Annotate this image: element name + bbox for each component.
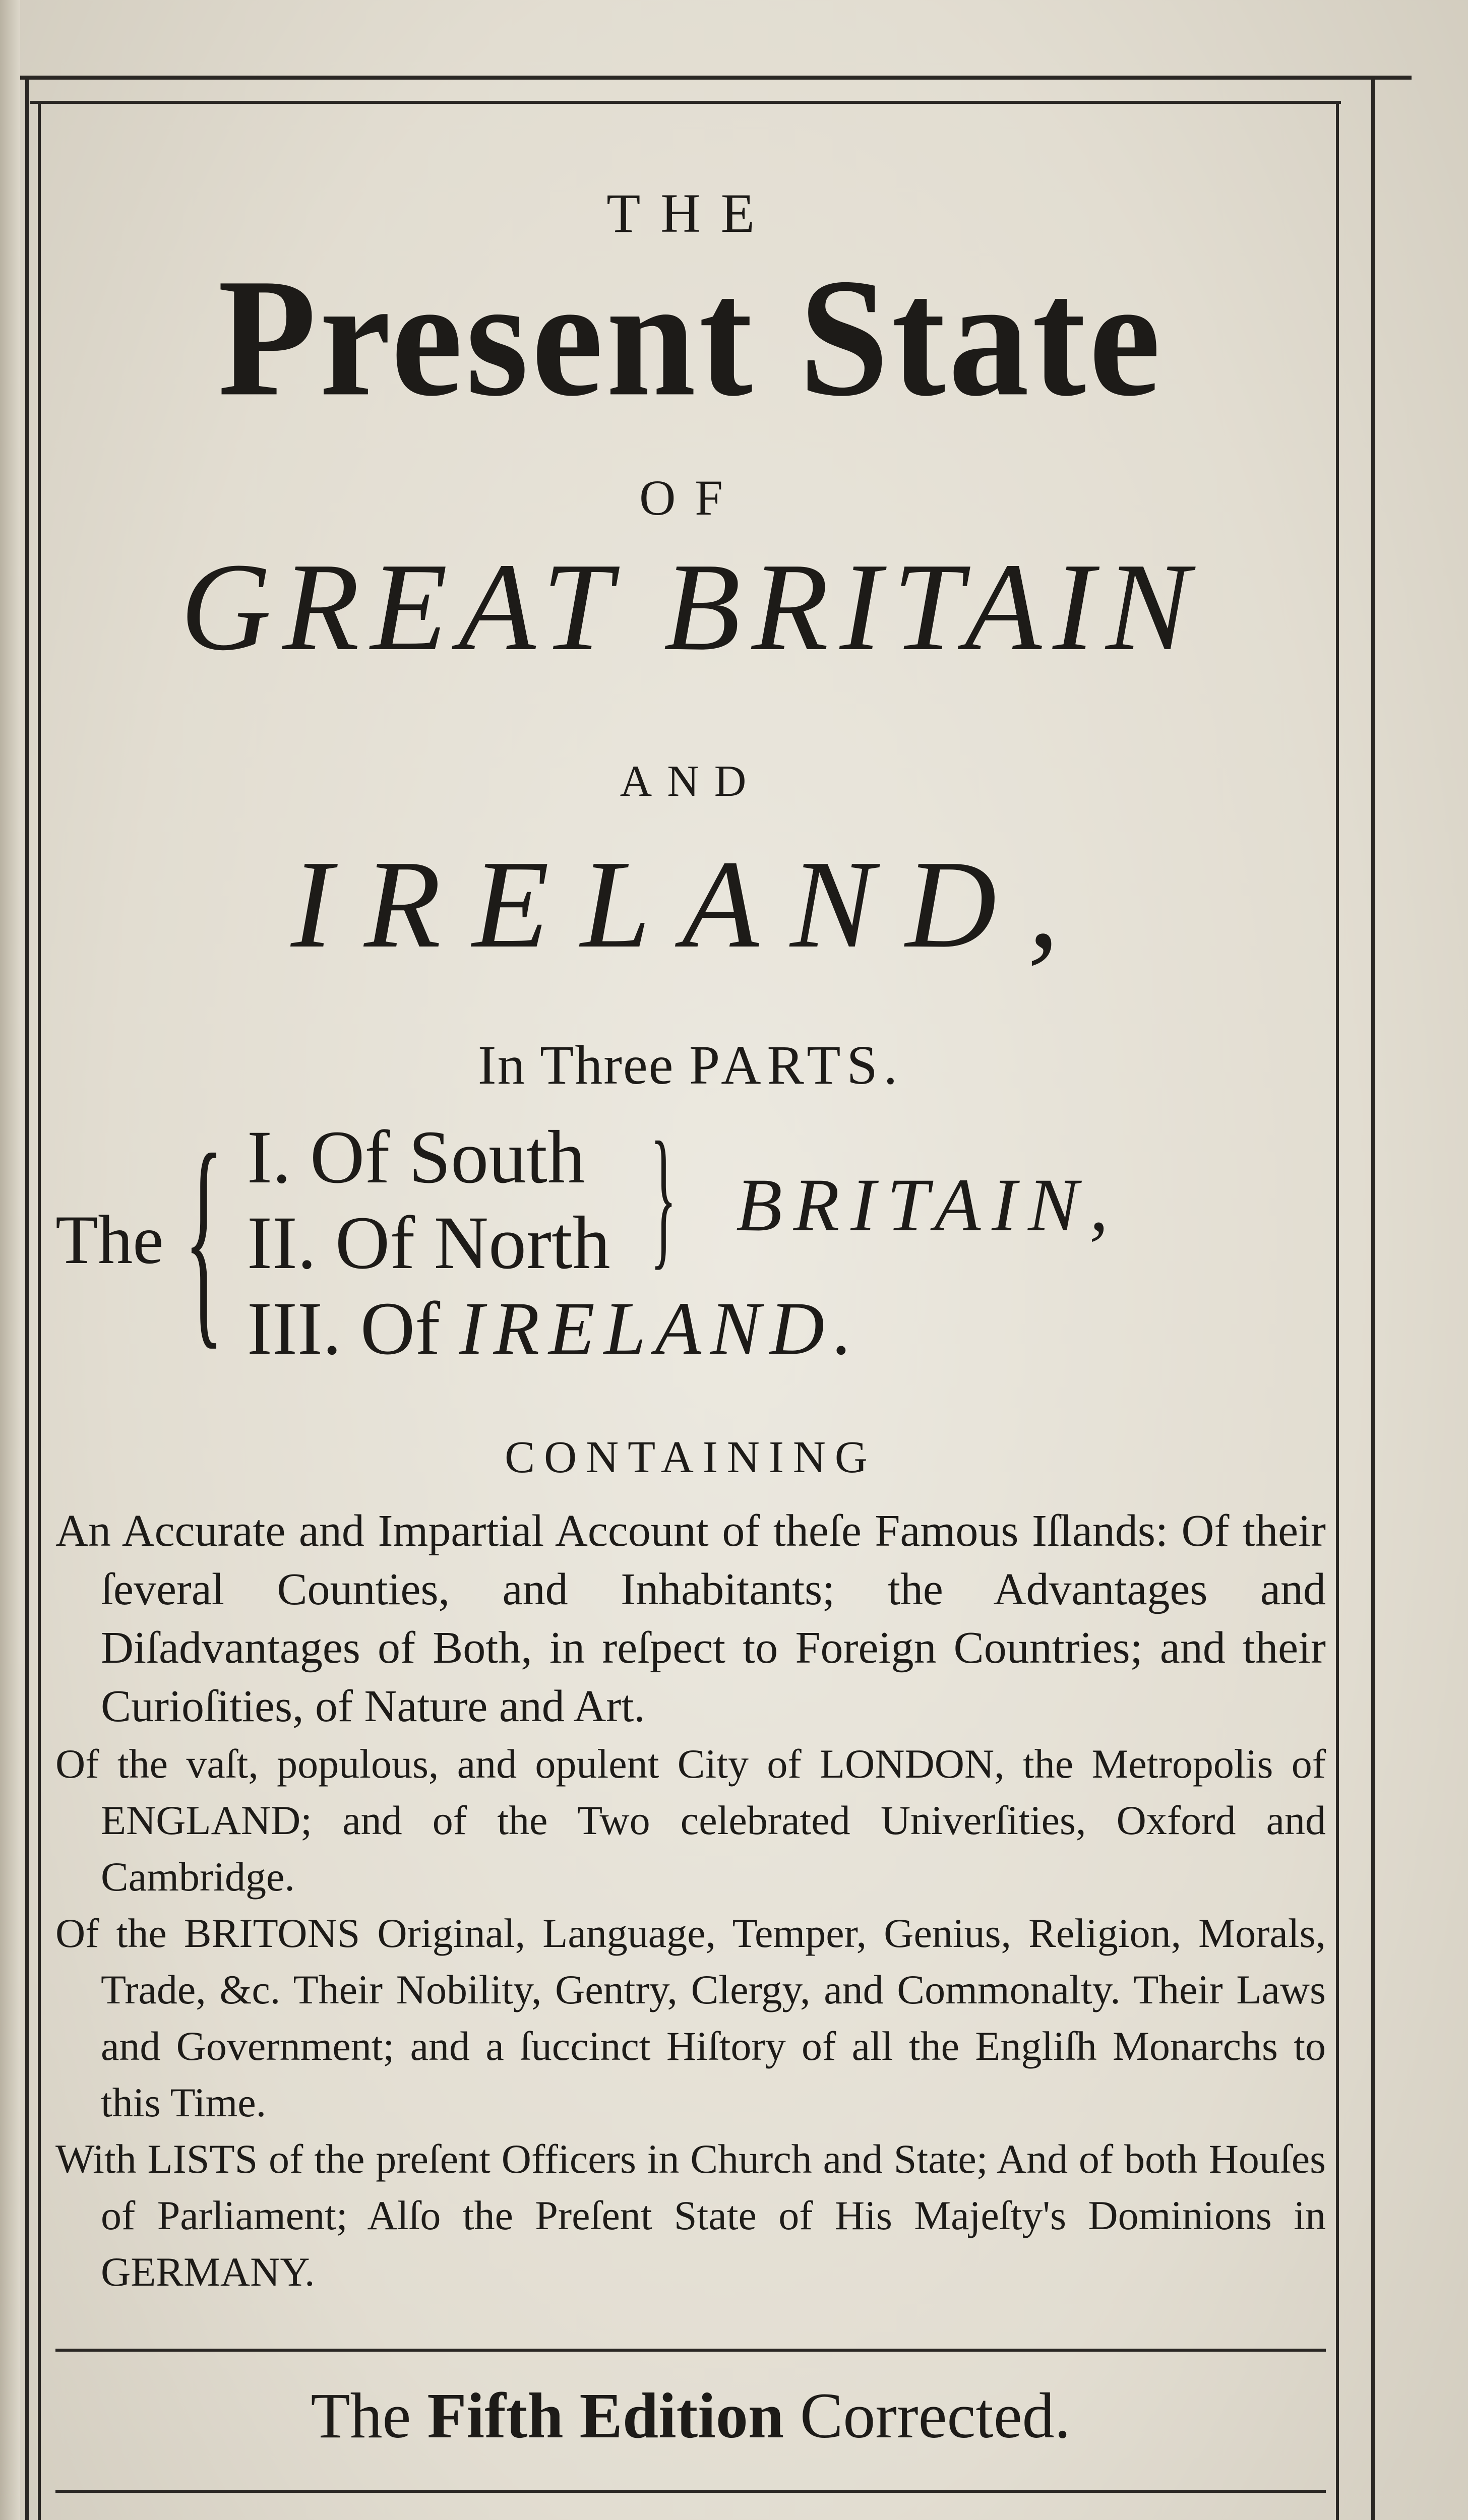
- divisions-block: [55, 1106, 1326, 1376]
- border-left-inner: [38, 101, 41, 2520]
- division-ireland-name: IRELAND.: [459, 1287, 862, 1370]
- border-right-inner: [1336, 101, 1339, 2520]
- division-britain: BRITAIN,: [736, 1163, 1120, 1247]
- contents-description: [55, 1502, 1326, 2300]
- paragraph-britons: Of the BRITONS Original, Language, Temper, Genius, Religion, Morals, Trade, &c. Their Nobility, Gentry, Clergy, and Commonalty. Their Laws and Government; and a ſuccinct Hiſtory of all the Engliſh Monarchs to this Time.: [55, 1910, 1326, 2125]
- paragraph-lists: With LISTS of the preſent Officers in Church and State; And of both Houſes of Parliament; Alſo the Preſent State of His Majeſty's Dominions in GERMANY.: [55, 2136, 1326, 2295]
- divisions-the: The: [55, 1201, 164, 1278]
- title-ireland: IRELAND,: [290, 835, 1091, 974]
- page-edge: [0, 0, 20, 2520]
- border-top-inner: [30, 101, 1341, 104]
- title-present-state: Present State: [218, 244, 1164, 431]
- border-right-outer: [1371, 76, 1375, 2520]
- edition-corrected: Corrected.: [800, 2380, 1071, 2451]
- containing-heading: CONTAINING: [505, 1432, 877, 1482]
- left-brace-icon: {: [184, 1106, 224, 1368]
- division-ireland: [247, 1285, 862, 1372]
- division-south: I. Of South: [247, 1115, 585, 1199]
- border-left-outer: [25, 76, 29, 2520]
- in-three-parts: [55, 1033, 1326, 1097]
- division-north: II. Of North: [247, 1201, 610, 1285]
- title-content: [55, 126, 1326, 2520]
- title-of: OF: [639, 470, 742, 526]
- edition-the: The: [311, 2380, 411, 2451]
- division-ireland-prefix: III. Of: [247, 1287, 441, 1370]
- edition-line: [55, 2379, 1326, 2453]
- divider-rule-2: [55, 2490, 1326, 2493]
- in-three-label: In Three: [477, 1034, 675, 1096]
- edition-fifth: Fifth Edition: [427, 2380, 784, 2451]
- parts-label: PARTS.: [689, 1034, 904, 1096]
- title-and: AND: [620, 757, 762, 806]
- title-great-britain: GREAT BRITAIN: [180, 537, 1201, 677]
- divider-rule-1: [55, 2349, 1326, 2352]
- paragraph-account: An Accurate and Impartial Account of theſe Famous Iſlands: Of their ſeveral Counties, and Inhabitants; the Advantages and Diſadvantages of Both, in reſpect to Foreign Countries; and their Curioſities, of Nature and Art.: [55, 1506, 1326, 1731]
- border-top-outer: [20, 76, 1412, 80]
- right-brace-icon: }: [650, 1110, 677, 1283]
- title-the: THE: [606, 182, 775, 244]
- paragraph-london: Of the vaſt, populous, and opulent City of LONDON, the Metropolis of ENGLAND; and of the Two celebrated Univerſities, Oxford and Cambridge.: [55, 1741, 1326, 1900]
